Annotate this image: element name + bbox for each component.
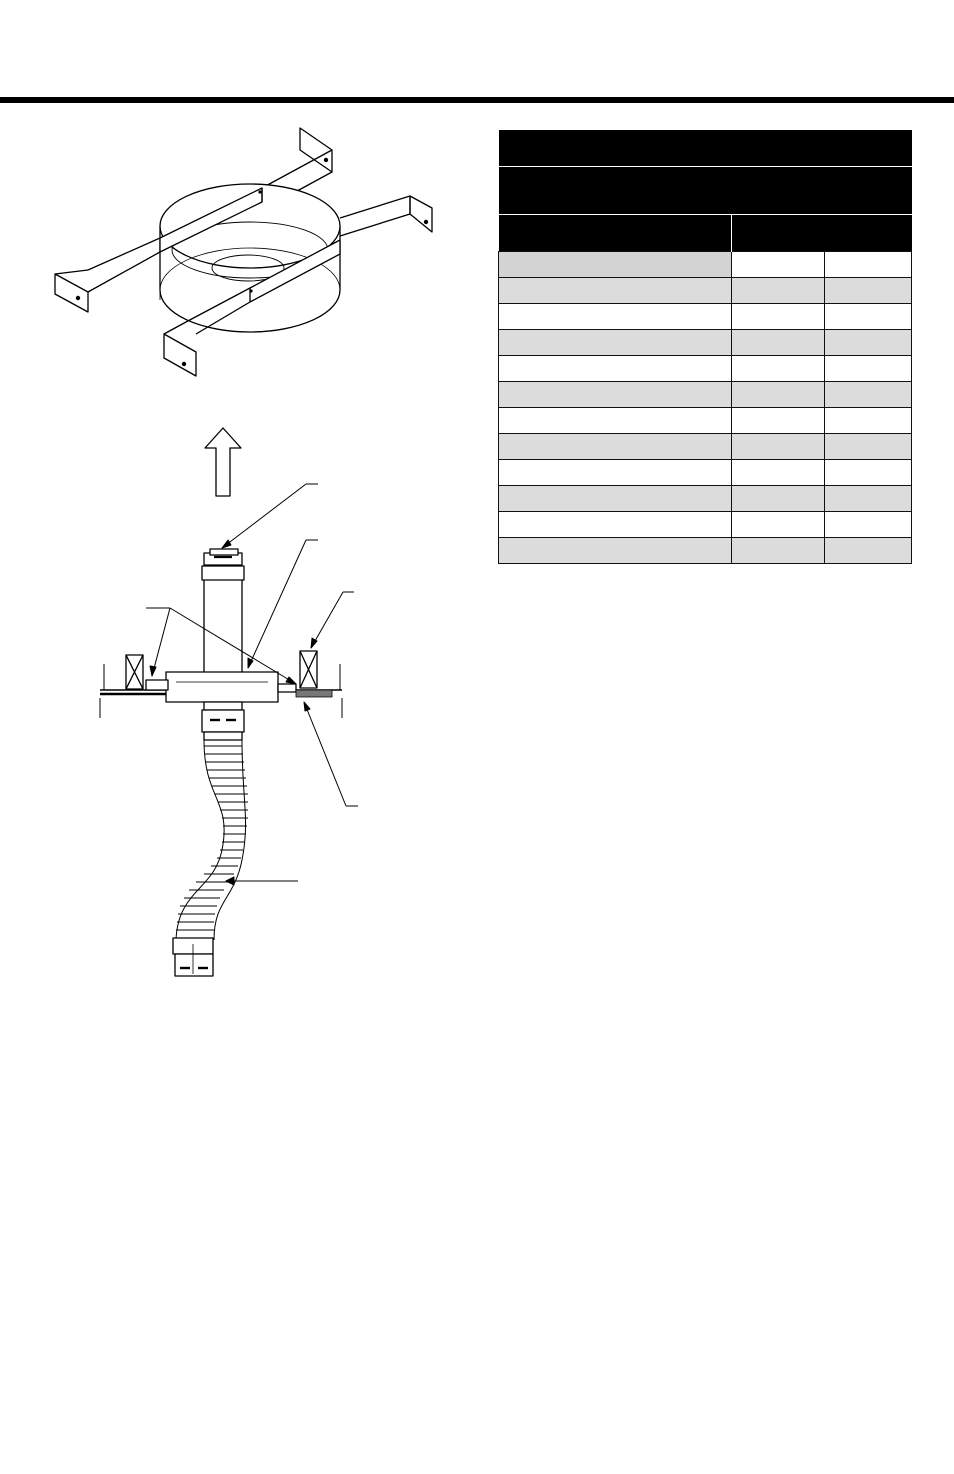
table-cell (825, 251, 912, 277)
table-cell (732, 277, 825, 303)
ceiling-support-box (55, 128, 432, 376)
table-cell (499, 329, 732, 355)
table-cell (825, 277, 912, 303)
table-cell (825, 511, 912, 537)
table-cell (825, 537, 912, 563)
table-row (499, 433, 912, 459)
table-row (499, 277, 912, 303)
table-row (499, 251, 912, 277)
table-title (499, 130, 912, 166)
table-cell (825, 381, 912, 407)
table-cell (499, 381, 732, 407)
support-box-installation-illustration (0, 0, 470, 1000)
table-row (499, 407, 912, 433)
table-body (499, 251, 912, 563)
table-cell (732, 303, 825, 329)
table-cell (825, 407, 912, 433)
table-cell (732, 381, 825, 407)
table-cell (732, 485, 825, 511)
table-row (499, 459, 912, 485)
table-row (499, 303, 912, 329)
table-subtitle (499, 166, 912, 214)
vent-pipe-assembly (100, 549, 342, 740)
table-cell (825, 485, 912, 511)
table-cell (825, 303, 912, 329)
table-cell (499, 407, 732, 433)
table-row (499, 355, 912, 381)
table-row (499, 511, 912, 537)
table-cell (499, 459, 732, 485)
table-cell (732, 459, 825, 485)
table-cell (499, 251, 732, 277)
table-row (499, 381, 912, 407)
table-cell (499, 277, 732, 303)
table-cell (825, 433, 912, 459)
table-cell (732, 329, 825, 355)
specification-table (498, 130, 912, 564)
column-header-left (499, 214, 732, 251)
up-arrow-icon (205, 428, 241, 496)
table-cell (825, 355, 912, 381)
table-cell (732, 251, 825, 277)
table-row (499, 329, 912, 355)
table-cell (732, 407, 825, 433)
flexible-connector (173, 740, 248, 976)
table-cell (499, 485, 732, 511)
table-cell (825, 459, 912, 485)
table-cell (732, 511, 825, 537)
table-cell (499, 433, 732, 459)
table-cell (732, 537, 825, 563)
table-cell (499, 303, 732, 329)
table-row (499, 485, 912, 511)
table-row (499, 537, 912, 563)
table-cell (499, 355, 732, 381)
table-cell (499, 511, 732, 537)
table-cell (499, 537, 732, 563)
table-cell (732, 433, 825, 459)
table-cell (732, 355, 825, 381)
table-cell (825, 329, 912, 355)
column-header-right (732, 214, 912, 251)
